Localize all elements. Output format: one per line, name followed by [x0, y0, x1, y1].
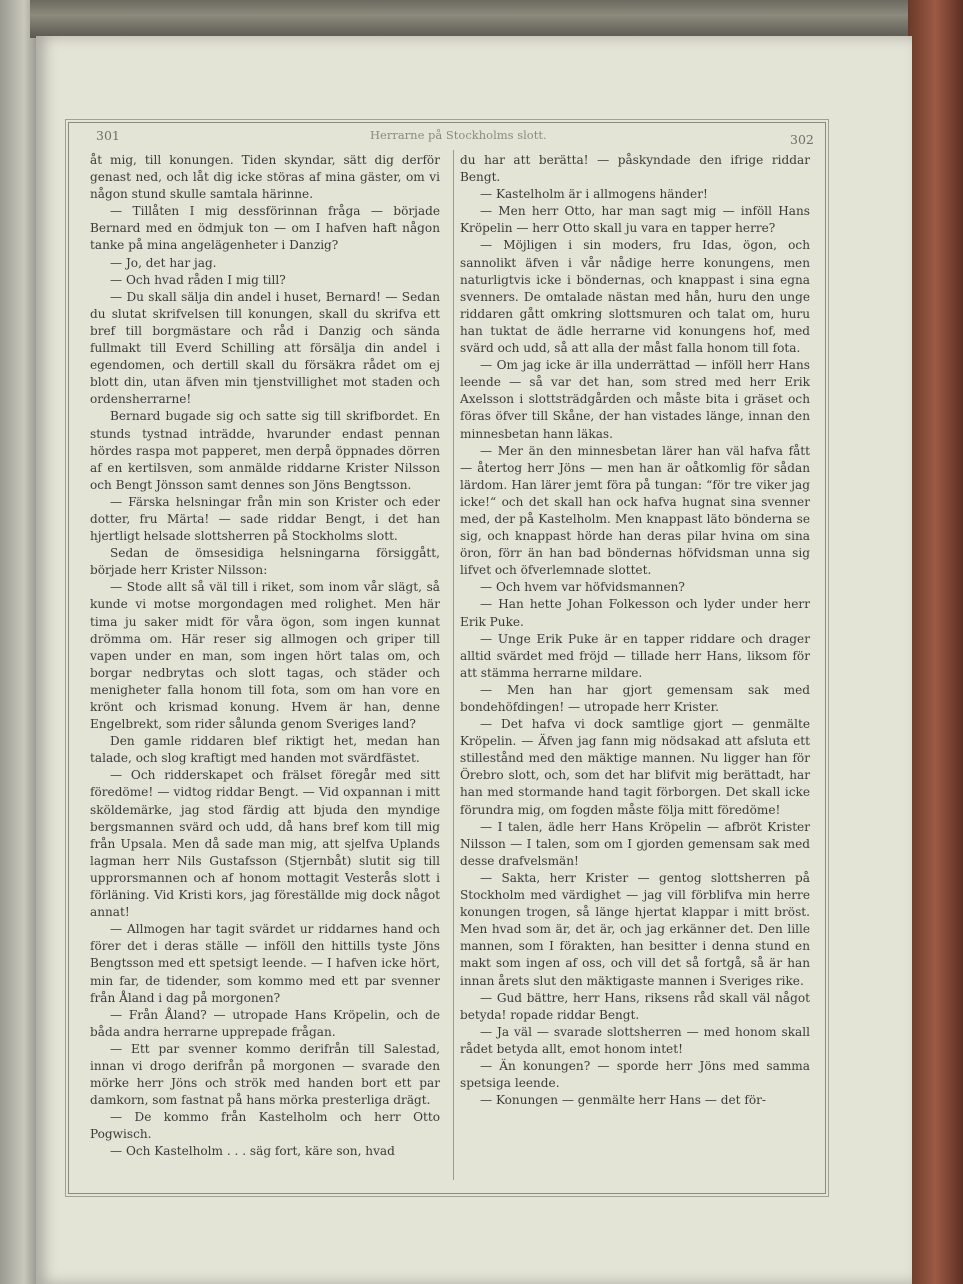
paragraph: — Gud bättre, herr Hans, riksens råd skall väl något betyda! ropade riddar Bengt. [460, 990, 810, 1022]
right-column [460, 152, 810, 1109]
paragraph: — Men herr Otto, har man sagt mig — inföll Hans Kröpelin — herr Otto skall ju vara en tapper herre? [460, 204, 810, 236]
paragraph: — De kommo från Kastelholm och herr Otto Pogwisch. [90, 1110, 440, 1142]
paragraph: — Mer än den minnesbetan lärer han väl hafva fått — återtog herr Jöns — men han är oåtkomlig för sådan lärdom. Han lärer jemt föra på tungan: “för tre viker jag icke!“ och det skall han ock hafva hugnat sina svenner med, der på Kastelholm. Men knappast läto bönderna se sig, och knappast hörde han deras pilar hvina om sina öron, förr än han bad böndernas höfvidsman unna sig lifvet och öfverlemnade slottet. [460, 443, 810, 578]
paragraph: — Färska helsningar från min son Krister och eder dotter, fru Märta! — sade riddar Bengt, i det han hjertligt helsade slottsherren på Stockholms slott. [90, 494, 440, 544]
paragraph: Bernard bugade sig och satte sig till skrifbordet. En stunds tystnad inträdde, hvarunder endast pennan hördes raspa mot papperet, men derpå öppnades dörren af en kertilsven, som anmälde riddarne Krister Nilsson och Bengt Jönsson samt dennes son Jöns Bengtsson. [90, 409, 440, 492]
paragraph: åt mig, till konungen. Tiden skyndar, sätt dig derför genast ned, och låt dig icke störas af mina gäster, om vi någon stund skulle samtala härinne. [90, 153, 440, 202]
paragraph: — Tillåten I mig dessförinnan fråga — började Bernard med en ödmjuk ton — om I hafven haft någon tanke på mina angelägenheter i Danzig? [90, 204, 440, 253]
running-title: Herrarne på Stockholms slott. [370, 128, 547, 142]
paragraph: Sedan de ömsesidiga helsningarna försiggått, började herr Krister Nilsson: [90, 546, 440, 578]
paragraph: — Och ridderskapet och frälset föregår med sitt föredöme! — vidtog riddar Bengt. — Vid oxpannan i mitt sköldemärke, jag stod färdig att bjuda den myndige bergsmannen svärd och udd, då hans bref kom till mig från Upsala. Men då sade man mig, att sjelfva Uplands lagman herr Nils Gustafsson (Stjernbåt) slutit sig till upprorsmannen och af honom mottagit Vesterås slott i förläning. Vid Kristi kors, jag föreställde mig dock något annat! [90, 768, 440, 920]
paragraph: — Sakta, herr Krister — gentog slottsherren på Stockholm med värdighet — jag vill förblifva min herre konungen trogen, så länge hjertat klappar i mitt bröst. Men hvad som är, det är, och jag erkänner det. Den lille mannen, som I förakten, han besitter i denna stund en makt som ingen af oss, och vill det så fortgå, så är han innan årets slut den mäktigaste mannen i Sveriges rike. [460, 870, 810, 988]
paragraph: — Allmogen har tagit svärdet ur riddarnes hand och förer det i deras ställe — inföll den hittills tyste Jöns Bengtsson med ett spetsigt leende. — I hafven icke hört, min far, de tidender, som kommo med ett par svenner från Åland i dag på morgonen? [90, 922, 440, 1005]
paragraph: — Och hvad råden I mig till? [110, 272, 286, 287]
paragraph: — Än konungen? — sporde herr Jöns med samma spetsiga leende. [460, 1058, 810, 1091]
paragraph: — Kastelholm är i allmogens händer! [480, 187, 708, 202]
column-divider [453, 150, 454, 1180]
paragraph: — Ja väl — svarade slottsherren — med honom skall rådet betyda allt, emot honom intet! [460, 1024, 810, 1056]
paragraph: — Stode allt så väl till i riket, som inom vår slägt, så kunde vi motse morgondagen med rolighet. Men här tima ju saker midt för våra ögon, som ingen kunnat drömma om. Här reser sig allmogen och griper till vapen under en man, som ingen hört talas om, och borgar nedbrytas och slott tagas, och städer och menigheter falla honom till fota, som om han vore en krönt och krismad konung. Hvem är han, denne Engelbrekt, som rider sålunda genom Sveriges land? [90, 580, 440, 732]
paragraph: du har att berätta! — påskyndade den ifrige riddar Bengt. [460, 153, 810, 185]
paragraph: — Möjligen i sin moders, fru Idas, ögon, och sannolikt äfven i vår nådige herre konungens, men naturligtvis icke i böndernas, och knappast i sina egna svenners. De omtalade nästan med hån, huru den unge riddaren gått omkring slottsmuren och talat om, huru han tuktat de ädle herrarne vid konungens hof, med svärd och udd, så att alla der måst falla honom till fota. [460, 238, 810, 356]
left-page-edge [0, 0, 40, 1284]
paragraph: — Om jag icke är illa underrättad — inföll herr Hans leende — så var det han, som stred med herr Erik Axelsson i slottsträdgården och måste bita i gräset och föras öfver till Skåne, der han vistades länge, innan den minnesbetan hann läkas. [460, 358, 810, 441]
paragraph: — Från Åland? — utropade Hans Kröpelin, och de båda andra herrarne upprepade frågan. [90, 1007, 440, 1039]
right-page-number: 302 [790, 132, 814, 147]
paragraph: — Ett par svenner kommo derifrån till Salestad, innan vi drogo derifrån på morgonen — svarade den mörke herr Jöns och strök med handen bort ett par damkorn, som fastnat på hans mörka presterliga drägt. [90, 1041, 440, 1108]
paragraph: — Du skall sälja din andel i huset, Bernard! — Sedan du slutat skrifvelsen till konungen, skall du skrifva ett bref till borgmästare och råd i Danzig och sända fullmakt till Everd Schilling att försälja din andel i egendomen, och dertill skall du försäkra rådet om ej blott din, utan äfven min tjenstvillighet mot staden och ordensherrarne! [90, 289, 440, 407]
paragraph: — I talen, ädle herr Hans Kröpelin — afbröt Krister Nilsson — I talen, som om I gjorden gemensam sak med desse drafvelsmän! [460, 819, 810, 868]
paragraph: Den gamle riddaren blef riktigt het, medan han talade, och slog kraftigt med handen mot svärdfästet. [90, 734, 440, 766]
paragraph: — Och Kastelholm . . . säg fort, käre son, hvad [110, 1144, 395, 1159]
paragraph: — Och hvem var höfvidsmannen? [480, 580, 685, 595]
left-column [90, 152, 440, 1161]
paragraph: — Men han har gjort gemensam sak med bondehöfdingen! — utropade herr Krister. [460, 682, 810, 714]
paragraph: — Jo, det har jag. [110, 255, 217, 270]
paragraph: — Unge Erik Puke är en tapper riddare och drager alltid svärdet med fröjd — tillade herr Hans, liksom för att stämma herrarne mildare. [460, 631, 810, 680]
paragraph: — Konungen — genmälte herr Hans — det för- [480, 1093, 766, 1108]
left-page-number: 301 [96, 128, 120, 143]
paragraph: — Det hafva vi dock samtlige gjort — genmälte Kröpelin. — Äfven jag fann mig nödsakad att afsluta ett stillestånd med den mäktige mannen. Nu ligger han för Örebro slott, och, som det har blifvit mig berättadt, har han med stormande hand tagit förborgen. Det skall icke förundra mig, om fogden måste följa mitt föredöme! [460, 717, 810, 817]
paragraph: — Han hette Johan Folkesson och lyder under herr Erik Puke. [460, 597, 810, 629]
book-spine [908, 0, 963, 1284]
book-top-edge [30, 0, 963, 38]
